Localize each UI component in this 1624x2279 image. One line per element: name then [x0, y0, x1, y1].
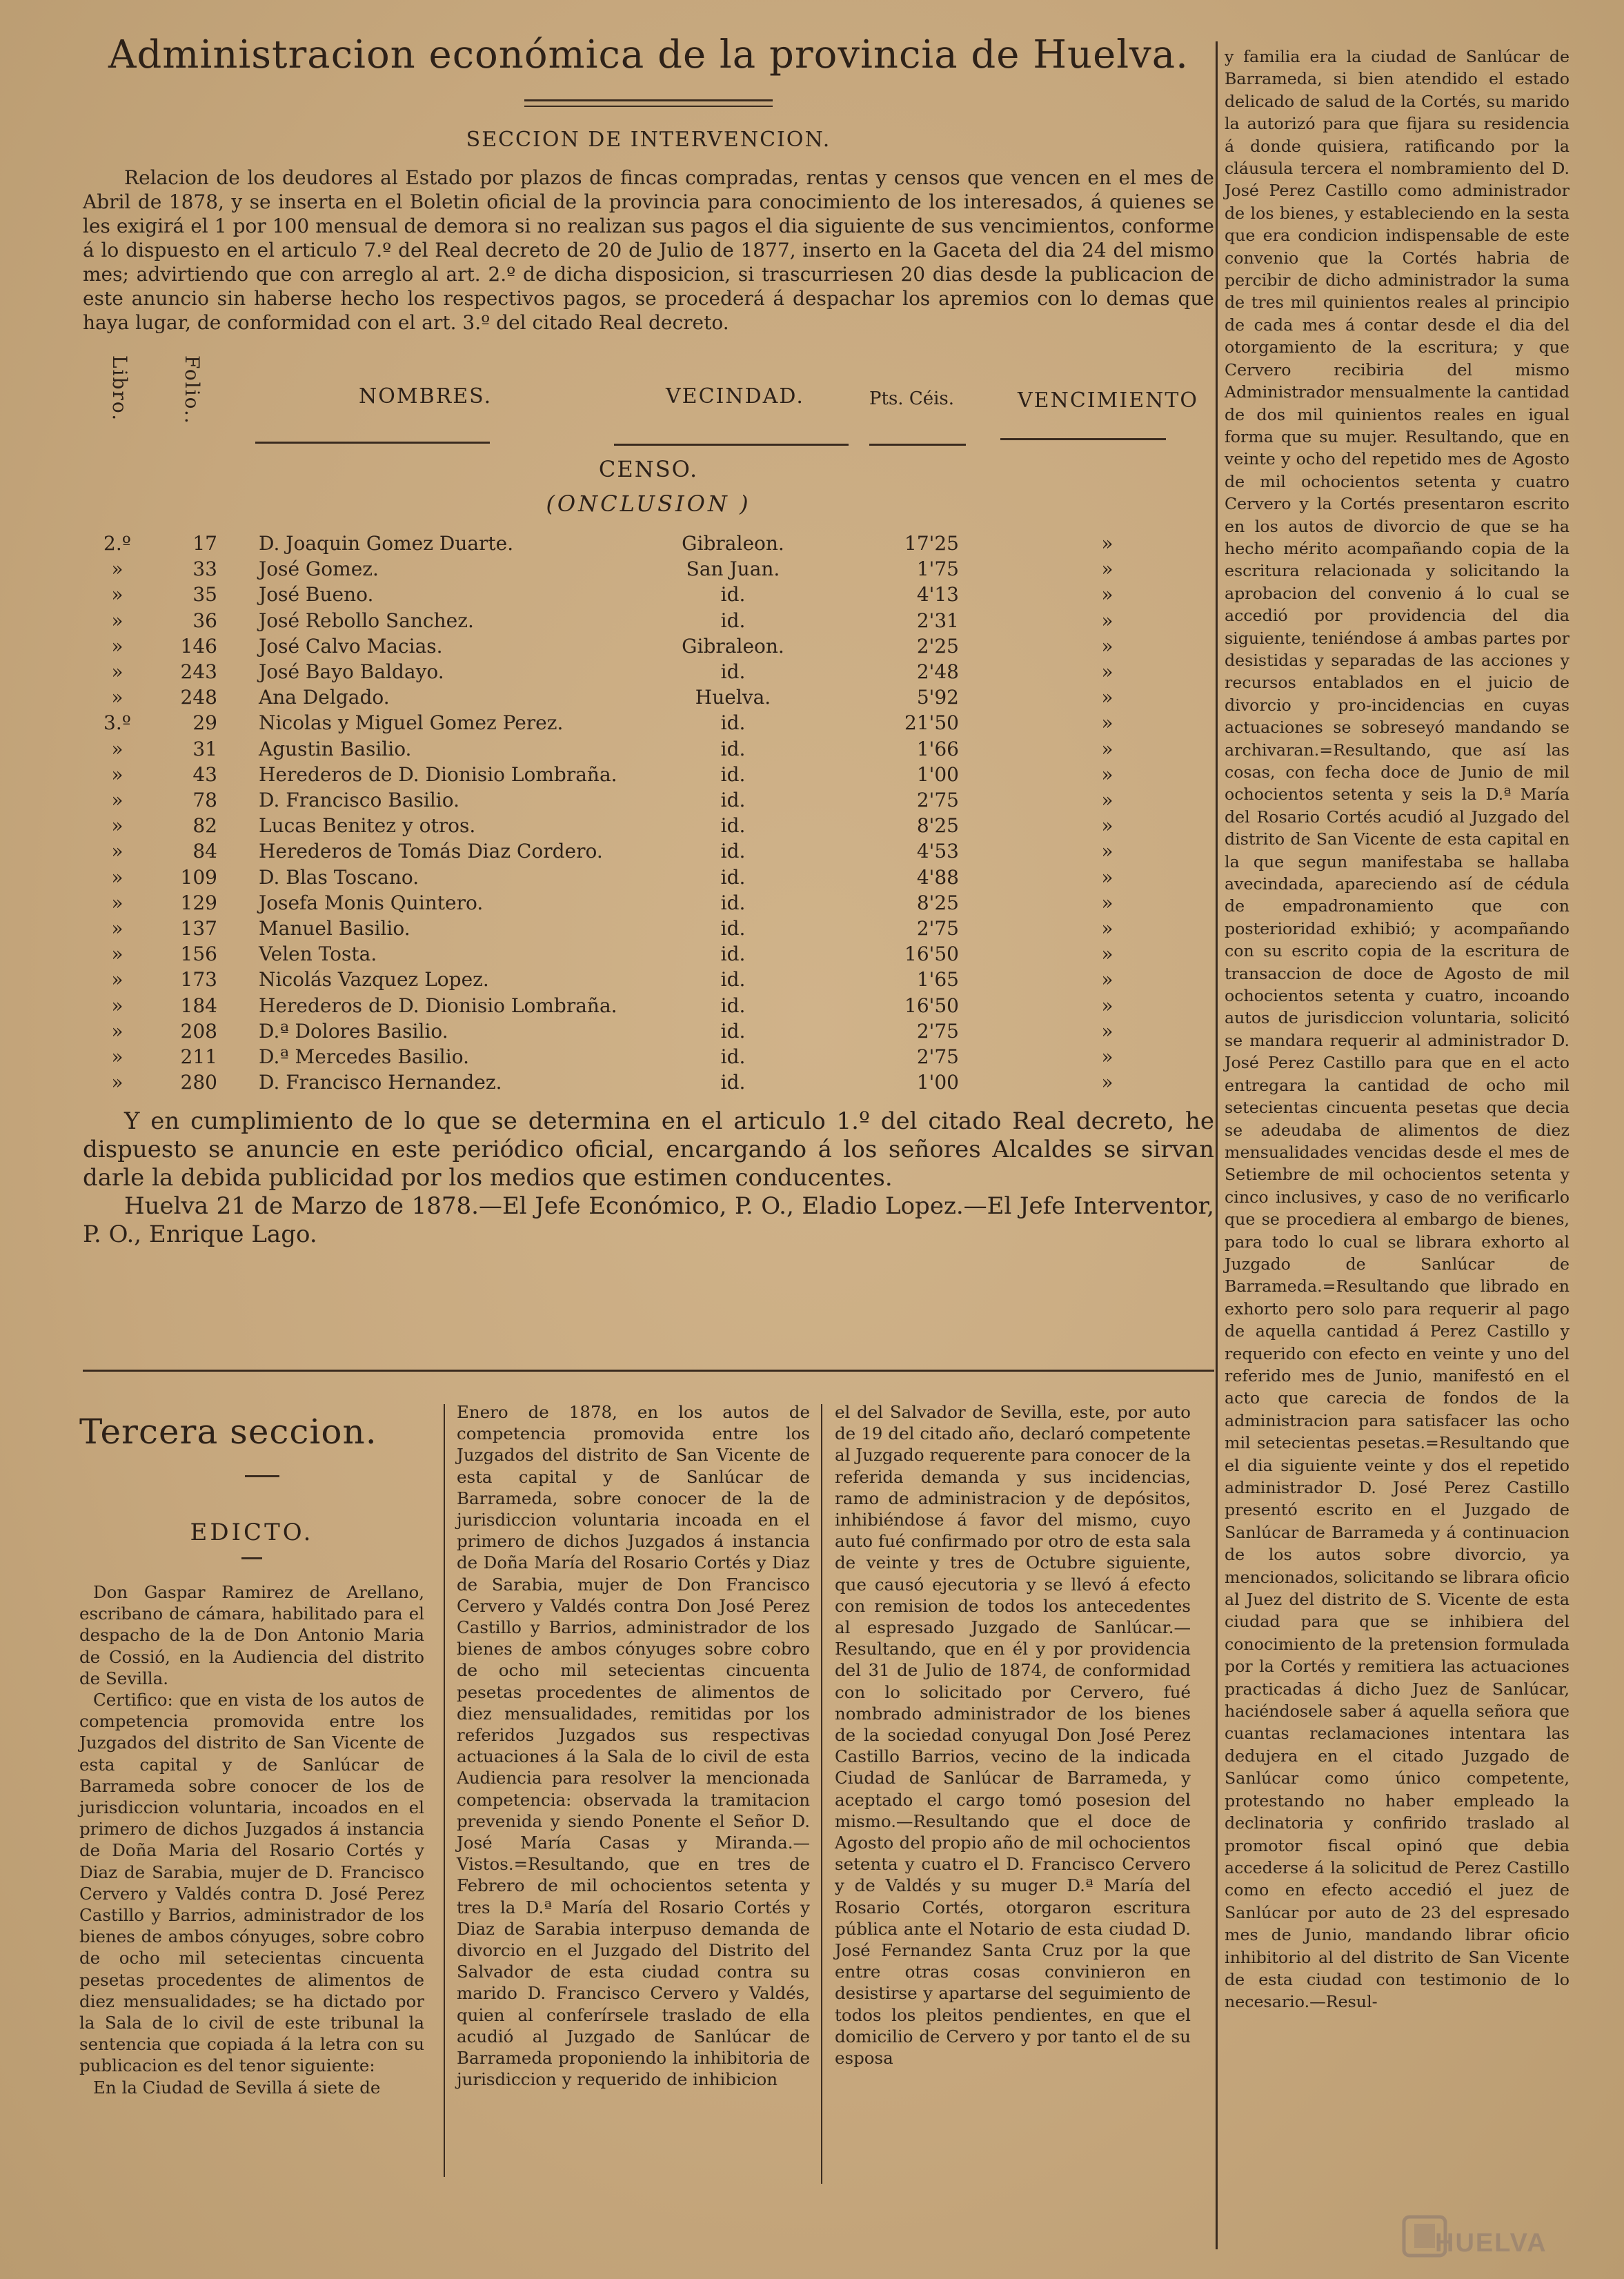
- cell-nombre: D.ª Dolores Basilio.: [259, 1019, 448, 1043]
- cell-folio: 84: [192, 840, 217, 863]
- table-row: [83, 890, 1214, 916]
- underline: [255, 442, 490, 444]
- header-pts: Pts. Céis.: [869, 388, 955, 409]
- table-row: [83, 1044, 1214, 1069]
- cell-pts: 1'00: [916, 1071, 959, 1094]
- cell-nombre: Agustin Basilio.: [259, 737, 412, 760]
- table-header: [83, 348, 1214, 452]
- table-row: [83, 684, 1214, 710]
- cell-vencimiento: »: [1101, 1019, 1113, 1043]
- cell-pts: 2'75: [916, 789, 959, 812]
- cell-vecindad: id.: [720, 1045, 746, 1069]
- table-row: [83, 813, 1214, 838]
- header-nombres: NOMBRES.: [359, 384, 493, 408]
- tercera-title: Tercera seccion.: [79, 1412, 377, 1452]
- cell-folio: 243: [180, 660, 217, 684]
- table-row: [83, 633, 1214, 659]
- cell-libro: »: [111, 634, 123, 658]
- cell-folio: 208: [180, 1019, 217, 1043]
- right-column: [1225, 46, 1569, 2013]
- cell-pts: 2'75: [916, 917, 959, 940]
- cell-folio: 78: [192, 789, 217, 812]
- cell-nombre: Herederos de D. Dionisio Lombraña.: [259, 994, 617, 1017]
- table-row: [83, 608, 1214, 633]
- cell-libro: 3.º: [103, 711, 131, 735]
- table-row: [83, 865, 1214, 890]
- title-ornament: [524, 99, 773, 107]
- cell-vencimiento: »: [1101, 1045, 1113, 1069]
- cell-libro: »: [111, 762, 123, 786]
- cell-nombre: José Calvo Macias.: [259, 634, 443, 658]
- cell-vencimiento: »: [1101, 968, 1113, 991]
- cell-vecindad: id.: [720, 609, 746, 632]
- table-row: [83, 941, 1214, 967]
- column-rule: [444, 1404, 445, 2177]
- cell-folio: 29: [192, 711, 217, 735]
- cell-nombre: Velen Tosta.: [259, 943, 377, 966]
- cell-folio: 211: [180, 1045, 217, 1069]
- cell-libro: »: [111, 943, 123, 966]
- divider: [245, 1475, 279, 1477]
- cell-vecindad: id.: [720, 660, 746, 684]
- cell-pts: 2'25: [916, 634, 959, 658]
- cell-pts: 2'31: [916, 609, 959, 632]
- cell-folio: 36: [192, 609, 217, 632]
- table-row: [83, 916, 1214, 941]
- cell-folio: 184: [180, 994, 217, 1017]
- cell-vencimiento: »: [1101, 943, 1113, 966]
- cell-vecindad: id.: [720, 762, 746, 786]
- cell-vecindad: id.: [720, 1071, 746, 1094]
- cell-vencimiento: »: [1101, 865, 1113, 889]
- cell-nombre: D. Joaquin Gomez Duarte.: [259, 532, 514, 555]
- table-row: [83, 556, 1214, 582]
- cell-libro: »: [111, 789, 123, 812]
- cell-pts: 5'92: [916, 686, 959, 709]
- cell-vencimiento: »: [1101, 711, 1113, 735]
- cell-folio: 248: [180, 686, 217, 709]
- table-row: [83, 736, 1214, 762]
- cell-vecindad: id.: [720, 943, 746, 966]
- table-row: [83, 531, 1214, 556]
- header-vecindad: VECINDAD.: [666, 384, 804, 408]
- column-rule: [1216, 41, 1218, 2249]
- cell-pts: 16'50: [904, 994, 959, 1017]
- cell-vecindad: id.: [720, 917, 746, 940]
- cell-nombre: D. Blas Toscano.: [259, 865, 419, 889]
- cell-pts: 4'13: [916, 583, 959, 606]
- cell-nombre: José Gomez.: [259, 558, 379, 581]
- cell-libro: »: [111, 865, 123, 889]
- table-row: [83, 1018, 1214, 1044]
- cell-libro: »: [111, 1019, 123, 1043]
- stamp-text: HUELVA: [1435, 2229, 1547, 2258]
- table-row: [83, 787, 1214, 813]
- table-row: [83, 710, 1214, 736]
- table-row: [83, 582, 1214, 607]
- cell-libro: »: [111, 891, 123, 914]
- cell-nombre: Nicolas y Miguel Gomez Perez.: [259, 711, 564, 735]
- cell-folio: 109: [180, 865, 217, 889]
- cell-libro: »: [111, 1071, 123, 1094]
- cell-pts: 8'25: [916, 814, 959, 838]
- cell-pts: 1'65: [916, 968, 959, 991]
- right-column-text: y familia era la ciudad de Sanlúcar de Barrameda, si bien atendido el estado delicado de salud de la Cortés, su marido la autorizó para que fijara su residencia á donde quisiera, ratificando por la cláusula tercera el nombramiento del D. José Perez Castillo como administrador de los bienes, y estableciendo en la sesta que era condicion indispensable de este convenio que la Cortés habria de percibir de dicho administrador la suma de tres mil quinientos reales al principio de cada mes á contar desde el dia del otorgamiento de la escritura; y que Cervero recibiria del mismo Administrador mensualmente la cantidad de dos mil quinientos reales en igual forma que su mujer. Resultando, que en veinte y ocho del repetido mes de Agosto de mil ochocientos setenta y cuatro Cervero y la Cortés presentaron escrito en los autos de divorcio de que se ha hecho mérito acompañando copia de la escritura relacionada y solicitando la aprobacion del convenio á lo cual se accedió por providencia del dia siguiente, teniéndose á ambas partes por desistidas y separadas de las acciones y recursos entablados en el juicio de divorcio y pro-incidencias en cuyas actuaciones se sobreseyó mandando se archivaran.=Resultando, que así las cosas, con fecha doce de Junio de mil ochocientos setenta y seis la D.ª María del Rosario Cortés acudió al Juzgado del distrito de San Vicente de esta capital en la que segun manifestaba se hallaba avecindada, apareciendo así de cédula de empadronamiento que con posterioridad exhibió; y acompañando con su escrito copia de la escritura de transaccion de doce de Agosto de mil ochocientos setenta y cuatro, incoando autos de jurisdiccion voluntaria, solicitó se mandara requerir al administrador D. José Perez Castillo para que en el acto entregara la cantidad de ocho mil setecientas cincuenta pesetas que decia se adeudaba de alimentos de diez mensualidades vencidas desde el mes de Setiembre de mil ochocientos setenta y cinco inclusives, y caso de no verificarlo que se procediera al embargo de bienes, para todo lo cual se librara exhorto al Juzgado de Sanlúcar de Barrameda.=Resultando que librado en exhorto pero solo para requerir al pago de aquella cantidad á Perez Castillo y requerido con efecto en veinte y uno del referido mes de Junio, manifestó en el acto que carecia de fondos de la administracion para satisfacer las ocho mil setecientas pesetas.=Resultando que el dia siguiente veinte y dos el repetido administrador D. José Perez Castillo presentó escrito en el Juzgado de Sanlúcar de Barrameda y á continuacion de los autos sobre divorcio, ya mencionados, solicitando se librara oficio al Juez del distrito de S. Vicente de esta ciudad para que se inhibiera del conocimiento de la pretension formulada por la Cortés y remitiera las actuaciones practicadas á dicho Juez de Sanlúcar, haciéndosele saber á aquella señora que cuantas reclamaciones intentara las dedujera en el citado Juzgado de Sanlúcar como único competente, protestando no haber empleado la declinatoria y confirido traslado al promotor fiscal opinó que debia accederse á la solicitud de Perez Castillo como en efecto accedió el juez de Sanlúcar por auto de 23 del espresado mes de Junio, mandando librar oficio inhibitorio al del distrito de San Vicente de esta ciudad con testimonio de lo necesario.—Resul-: [1225, 47, 1569, 2012]
- cell-vencimiento: »: [1101, 686, 1113, 709]
- cell-pts: 2'75: [916, 1019, 959, 1043]
- cell-libro: 2.º: [103, 532, 131, 555]
- closing-paragraph: Y en cumplimiento de lo que se determina en el articulo 1.º del citado Real decreto, he dispuesto se anuncie en este periódico oficial, encargando á los señores Alcaldes se sirvan darle la debida publicidad por los medios que estimen conducentes.: [83, 1107, 1214, 1192]
- cell-folio: 173: [180, 968, 217, 991]
- cell-vencimiento: »: [1101, 609, 1113, 632]
- cell-folio: 33: [192, 558, 217, 581]
- edicto-sentence-start: En la Ciudad de Sevilla á siete de: [93, 2077, 381, 2098]
- cell-pts: 17'25: [904, 532, 959, 555]
- cell-vecindad: id.: [720, 968, 746, 991]
- cell-vencimiento: »: [1101, 891, 1113, 914]
- cell-libro: »: [111, 994, 123, 1017]
- cell-folio: 129: [180, 891, 217, 914]
- table-row: [83, 838, 1214, 864]
- conclusion-label: (ONCLUSION ): [546, 491, 751, 517]
- cell-libro: »: [111, 609, 123, 632]
- header-folio: Folio..: [181, 355, 204, 425]
- cell-folio: 31: [192, 737, 217, 760]
- cell-pts: 21'50: [904, 711, 959, 735]
- cell-vencimiento: »: [1101, 917, 1113, 940]
- page-title: Administracion económica de la provincia de Huelva.: [108, 32, 1189, 77]
- edicto-col3-text: el del Salvador de Sevilla, este, por auto de 19 del citado año, declaró competente al Juzgado requerente para conocer de la referida demanda y sus incidencias, ramo de administracion y de depósitos, inhibiéndose á favor del mismo, cuyo auto fué confirmado por otro de esta sala de veinte y tres de Octubre siguiente, que causó ejecutoria y se llevó á efecto con remision de todos los antecedentes al espresado Juzgado de Sanlúcar.—Resultando, que en él y por providencia del 31 de Julio de 1874, de conformidad con lo solicitado por Cervero, fué nombrado administrador de los bienes de la sociedad conyugal Don José Perez Castillo Barrios, vecino de la indicada Ciudad de Sanlúcar de Barrameda, y aceptado el cargo tomó posesion del mismo.—Resultando que el doce de Agosto del propio año de mil ochocientos setenta y cuatro el D. Francisco Cervero y de Valdés y su muger D.ª María del Rosario Cortés, otorgaron escritura pública ante el Notario de esta ciudad D. José Fernandez Santa Cruz por la que entre otras cosas convinieron en desistirse y apartarse del seguimiento de todos los pleitos pendientes, en que el domicilio de Cervero y por tanto el de su esposa: [835, 1402, 1191, 2069]
- edicto-intro: Don Gaspar Ramirez de Arellano, escribano de cámara, habilitado para el despacho de la de Don Antonio Maria de Cossió, en la Audiencia del distrito de Sevilla.: [79, 1582, 424, 1688]
- cell-vecindad: Gibraleon.: [682, 634, 784, 658]
- cell-nombre: José Bayo Baldayo.: [259, 660, 444, 684]
- cell-vecindad: id.: [720, 789, 746, 812]
- underline: [614, 444, 849, 446]
- cell-folio: 137: [180, 917, 217, 940]
- section-title: SECCION DE INTERVENCION.: [466, 128, 831, 152]
- tercera-col-1: [79, 1408, 424, 2098]
- table-row: [83, 1069, 1214, 1095]
- cell-vecindad: id.: [720, 583, 746, 606]
- header-vencimiento: VENCIMIENTO: [1018, 388, 1198, 413]
- section-rule: [83, 1370, 1214, 1372]
- cell-pts: 4'88: [916, 865, 959, 889]
- intro-paragraph: Relacion de los deudores al Estado por plazos de fincas compradas, rentas y censos que vencen en el mes de Abril de 1878, y se inserta en el Boletin oficial de la provincia para conocimiento de los interesados, á quienes se les exigirá el 1 por 100 mensual de demora si no realizan sus pagos el dia siguiente de sus vencimientos, conforme á lo dispuesto en el articulo 7.º del Real decreto de 20 de Julio de 1877, inserto en la Gaceta del dia 24 del mismo mes; advirtiendo que con arreglo al art. 2.º de dicha disposicion, si trascurriesen 20 dias desde la publicacion de este anuncio sin haberse hecho los respectivos pagos, se procederá á despachar los apremios con lo demas que haya lugar, de conformidad con el art. 3.º del citado Real decreto.: [83, 166, 1214, 334]
- cell-libro: »: [111, 660, 123, 684]
- cell-pts: 4'53: [916, 840, 959, 863]
- cell-vecindad: id.: [720, 865, 746, 889]
- cell-libro: »: [111, 686, 123, 709]
- cell-pts: 1'00: [916, 762, 959, 786]
- cell-nombre: Ana Delgado.: [259, 686, 390, 709]
- cell-nombre: José Rebollo Sanchez.: [259, 609, 474, 632]
- table-row: [83, 762, 1214, 787]
- cell-nombre: Nicolás Vazquez Lopez.: [259, 968, 489, 991]
- cell-vencimiento: »: [1101, 737, 1113, 760]
- divider: [241, 1557, 262, 1559]
- cell-vencimiento: »: [1101, 558, 1113, 581]
- cell-vencimiento: »: [1101, 840, 1113, 863]
- cell-pts: 16'50: [904, 943, 959, 966]
- cell-libro: »: [111, 737, 123, 760]
- underline: [869, 444, 966, 446]
- cell-folio: 17: [192, 532, 217, 555]
- cell-nombre: Manuel Basilio.: [259, 917, 410, 940]
- cell-vecindad: id.: [720, 1019, 746, 1043]
- debtors-table: [83, 531, 1214, 1095]
- cell-vencimiento: »: [1101, 762, 1113, 786]
- cell-folio: 156: [180, 943, 217, 966]
- edicto-col2-text: Enero de 1878, en los autos de competencia promovida entre los Juzgados del distrito de San Vicente de esta capital y de Sanlúcar de Barrameda, sobre conocer de la de jurisdiccion voluntaria incoada en el primero de dichos Juzgados á instancia de Doña María del Rosario Cortés y Diaz de Sarabia, mujer de Don Francisco Cervero y Valdés contra Don José Perez Castillo y Barrios, administrador de los bienes de ambos cónyuges sobre cobro de ocho mil setecientas cincuenta pesetas procedentes de alimentos de diez mensualidades, remitidas por los referidos Juzgados sus respectivas actuaciones á la Sala de lo civil de esta Audiencia para resolver la mencionada competencia: observada la tramitacion prevenida y siendo Ponente el Señor D. José María Casas y Miranda.—Vistos.=Resultando, que en tres de Febrero de mil ochocientos setenta y tres la D.ª María del Rosario Cortés y Diaz de Sarabia interpuso demanda de divorcio en el Juzgado del Distrito del Salvador de esta ciudad contra su marido D. Francisco Cervero y Valdés, quien al conferírsele traslado de ella acudió al Juzgado de Sanlúcar de Barrameda proponiendo la inhibitoria de jurisdiccion y requerido de inhibicion: [457, 1402, 810, 2090]
- cell-nombre: José Bueno.: [259, 583, 374, 606]
- table-row: [83, 993, 1214, 1018]
- cell-nombre: Herederos de D. Dionisio Lombraña.: [259, 762, 617, 786]
- cell-vecindad: Huelva.: [695, 686, 771, 709]
- tercera-col-2: [457, 1401, 810, 2091]
- tercera-col-3: [835, 1401, 1191, 2069]
- cell-nombre: Lucas Benitez y otros.: [259, 814, 476, 838]
- cell-vencimiento: »: [1101, 1071, 1113, 1094]
- column-rule: [821, 1404, 822, 2184]
- cell-vencimiento: »: [1101, 532, 1113, 555]
- cell-vencimiento: »: [1101, 634, 1113, 658]
- cell-folio: 146: [180, 634, 217, 658]
- cell-vecindad: id.: [720, 891, 746, 914]
- cell-libro: »: [111, 1045, 123, 1069]
- cell-pts: 1'66: [916, 737, 959, 760]
- cell-vecindad: id.: [720, 711, 746, 735]
- cell-nombre: Josefa Monis Quintero.: [259, 891, 484, 914]
- cell-pts: 8'25: [916, 891, 959, 914]
- cell-libro: »: [111, 917, 123, 940]
- cell-vencimiento: »: [1101, 660, 1113, 684]
- table-row: [83, 967, 1214, 992]
- cell-folio: 35: [192, 583, 217, 606]
- cell-nombre: D. Francisco Hernandez.: [259, 1071, 502, 1094]
- table-row: [83, 659, 1214, 684]
- cell-nombre: D. Francisco Basilio.: [259, 789, 460, 812]
- cell-vecindad: San Juan.: [686, 558, 780, 581]
- cell-folio: 82: [192, 814, 217, 838]
- signature-line: Huelva 21 de Marzo de 1878.—El Jefe Económico, P. O., Eladio Lopez.—El Jefe Interventor, P. O., Enrique Lago.: [83, 1192, 1214, 1249]
- cell-vencimiento: »: [1101, 789, 1113, 812]
- cell-folio: 280: [180, 1071, 217, 1094]
- cell-vecindad: id.: [720, 994, 746, 1017]
- cell-libro: »: [111, 968, 123, 991]
- cell-vecindad: Gibraleon.: [682, 532, 784, 555]
- underline: [1000, 438, 1166, 440]
- cell-vecindad: id.: [720, 737, 746, 760]
- cell-pts: 2'75: [916, 1045, 959, 1069]
- edicto-title: EDICTO.: [190, 1519, 314, 1546]
- edicto-certifico: Certifico: que en vista de los autos de competencia promovida entre los Juzgados del distrito de San Vicente de esta capital y de Sanlúcar de Barrameda sobre conocer de los de jurisdiccion voluntaria, incoados en el primero de dichos Juzgados á instancia de Doña Maria del Rosario Cortés y Diaz de Sarabia, mujer de D. Francisco Cervero y Valdés contra D. José Perez Castillo y Barrios, administrador de los bienes de ambos cónyuges, sobre cobro de ocho mil setecientas cincuenta pesetas procedentes de alimentos de diez mensualidades; se ha dictado por la Sala de lo civil de este tribunal la sentencia que copiada á la letra con su publicacion es del tenor siguiente:: [79, 1690, 424, 2076]
- cell-vecindad: id.: [720, 840, 746, 863]
- cell-libro: »: [111, 814, 123, 838]
- cell-libro: »: [111, 840, 123, 863]
- cell-vencimiento: »: [1101, 814, 1113, 838]
- cell-nombre: Herederos de Tomás Diaz Cordero.: [259, 840, 603, 863]
- cell-pts: 1'75: [916, 558, 959, 581]
- censo-title: CENSO.: [598, 456, 699, 482]
- administracion-section: [83, 28, 1214, 1249]
- cell-pts: 2'48: [916, 660, 959, 684]
- cell-libro: »: [111, 558, 123, 581]
- cell-vencimiento: »: [1101, 994, 1113, 1017]
- cell-nombre: D.ª Mercedes Basilio.: [259, 1045, 469, 1069]
- cell-folio: 43: [192, 762, 217, 786]
- cell-vecindad: id.: [720, 814, 746, 838]
- cell-libro: »: [111, 583, 123, 606]
- cell-vencimiento: »: [1101, 583, 1113, 606]
- header-libro: Libro.: [108, 355, 131, 422]
